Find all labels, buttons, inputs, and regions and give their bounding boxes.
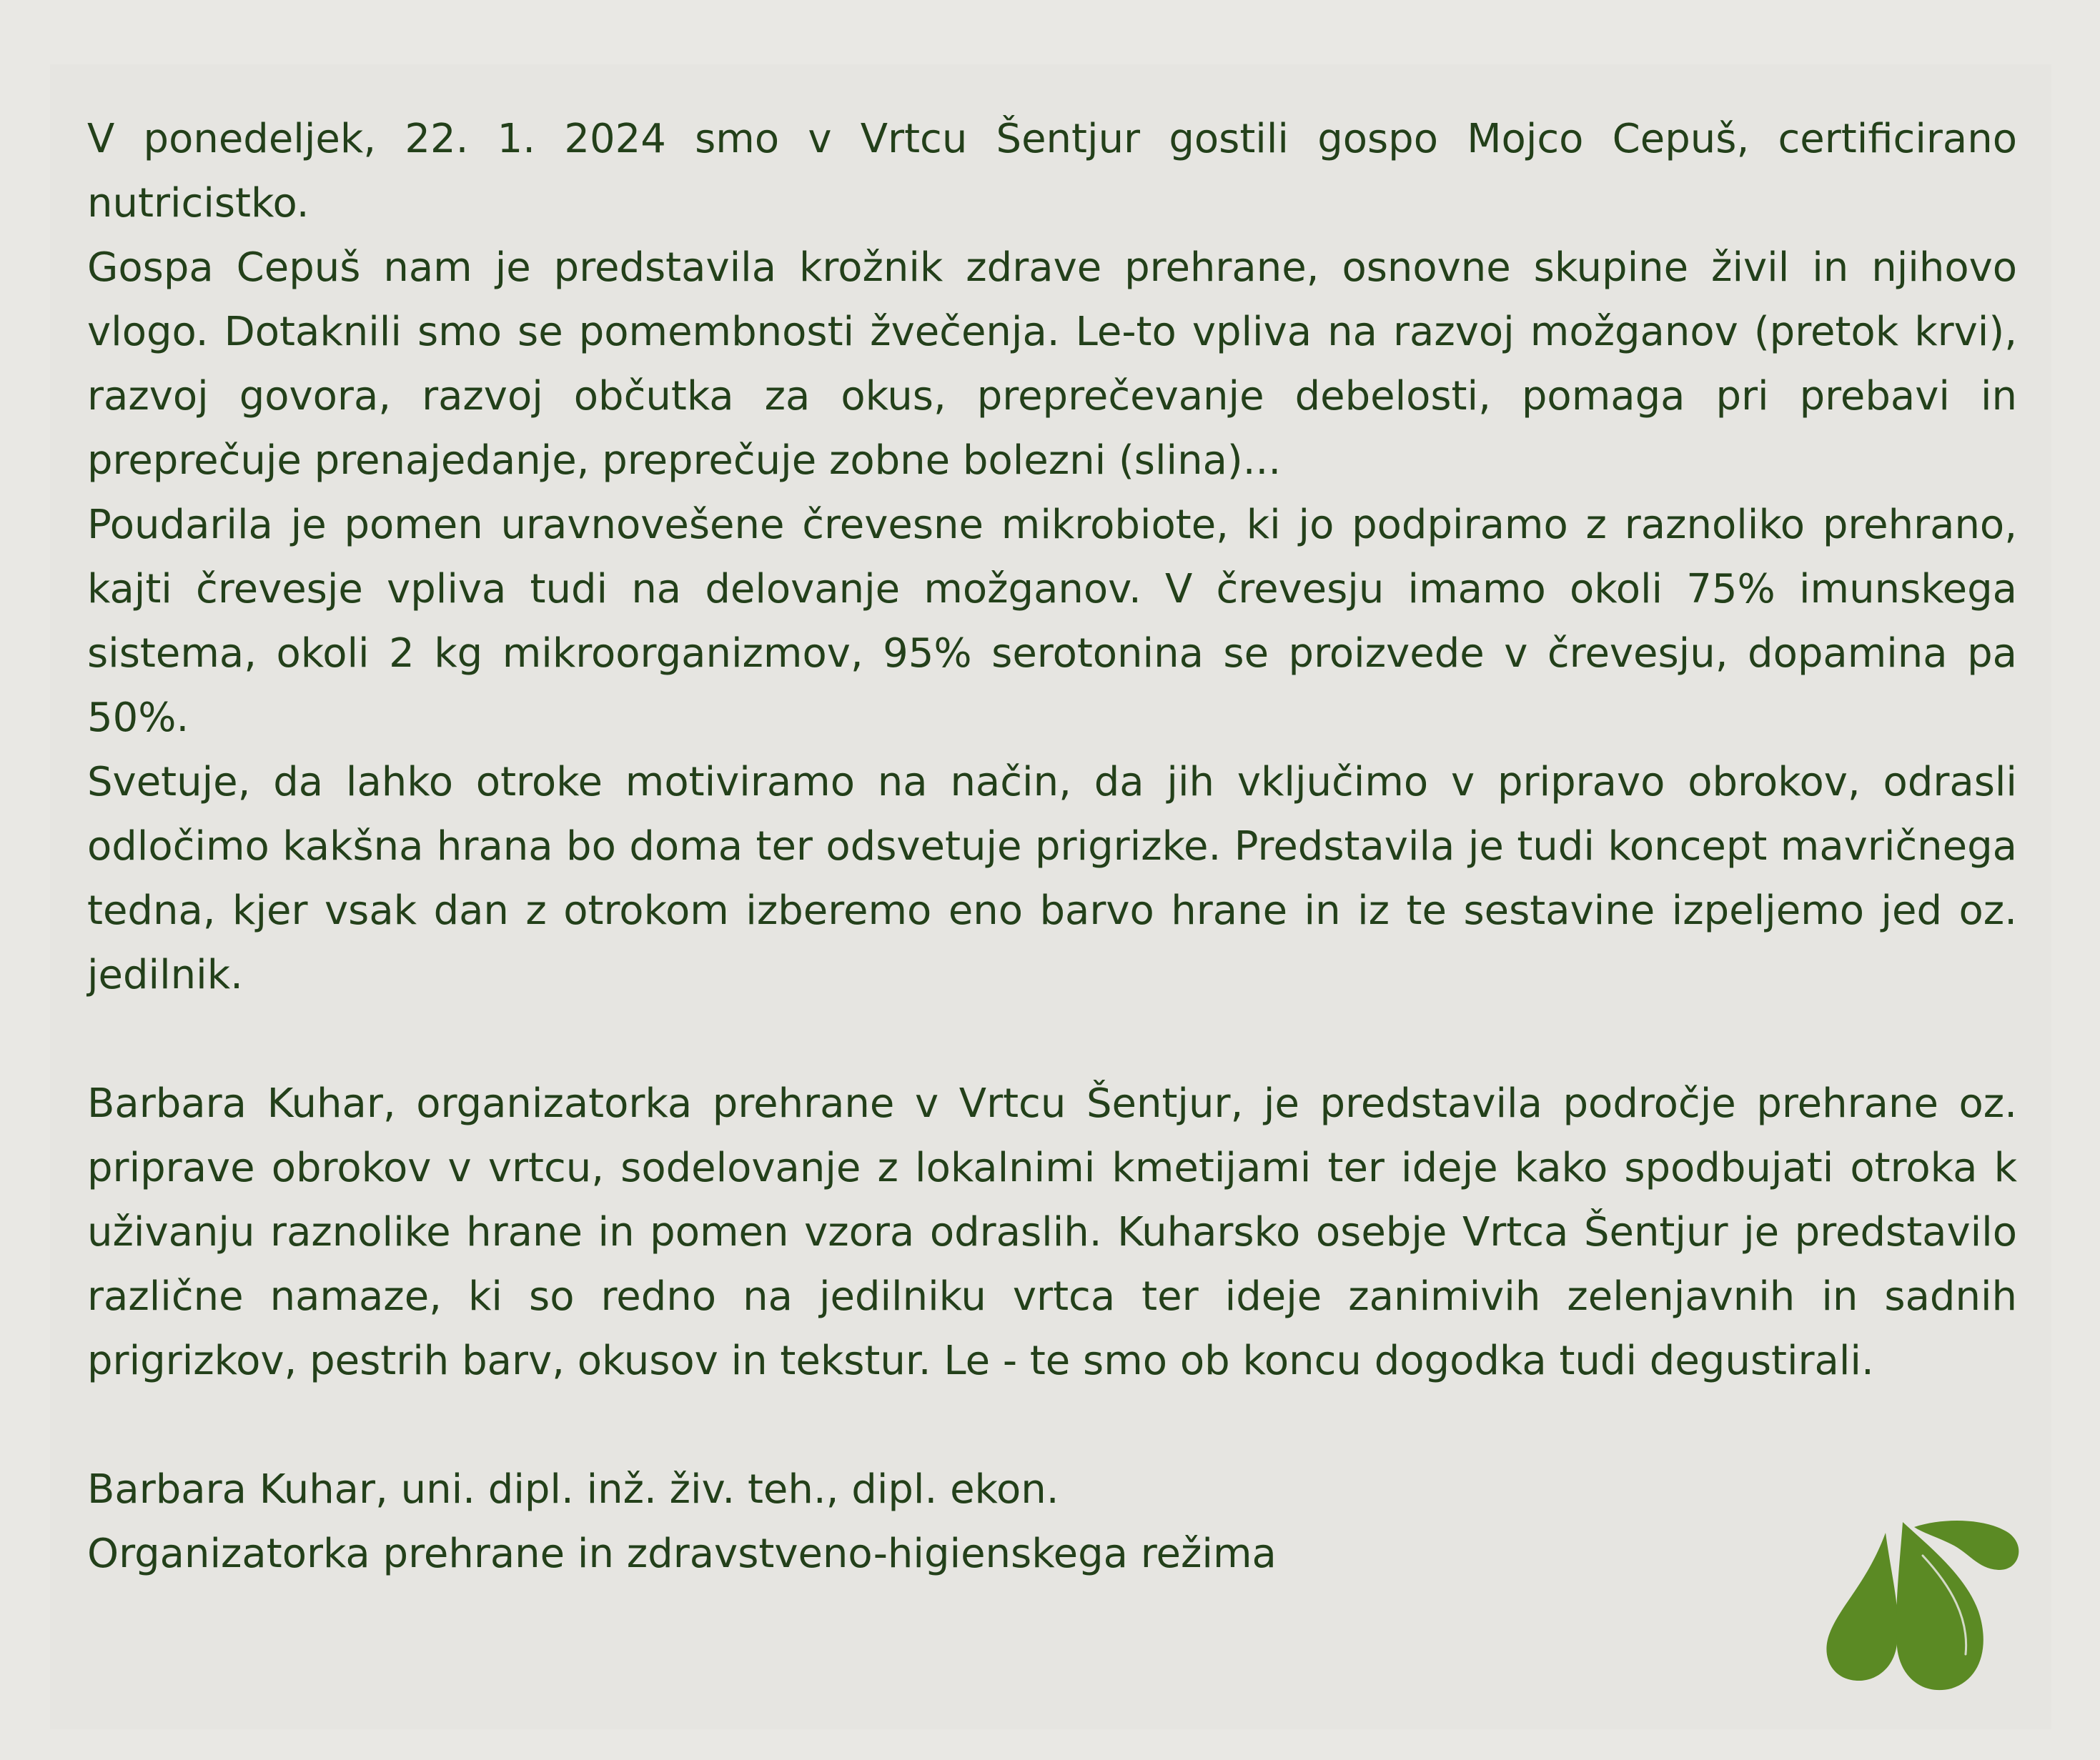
signature-role: Organizatorka prehrane in zdravstveno-higienskega režima bbox=[87, 1531, 1277, 1577]
leaf-drops-icon bbox=[1823, 1518, 2023, 1697]
article-paragraph: Poudarila je pomen uravnovešene črevesne mikrobiote, ki jo podpiramo z raznoliko prehrano, kajti črevesje vpliva tudi na delovanje možganov. V črevesju imamo okoli 75% imunskega sistema, okoli 2 kg mikroorganizmov, 95% serotonina se proizvede v črevesju, dopamina pa 50%. bbox=[87, 502, 2017, 741]
paragraph-spacer bbox=[87, 1008, 2017, 1072]
signature-name: Barbara Kuhar, uni. dipl. inž. živ. teh., dipl. ekon. bbox=[87, 1466, 1059, 1513]
small-drop-shape bbox=[1826, 1533, 1898, 1681]
article-paragraph: Svetuje, da lahko otroke motiviramo na način, da jih vključimo v pripravo obrokov, odrasli odločimo kakšna hrana bo doma ter odsvetuje prigrizke. Predstavila je tudi koncept mavričnega tedna, kjer vsak dan z otrokom izberemo eno barvo hrane in iz te sestavine izpeljemo jed oz. jedilnik. bbox=[87, 759, 2017, 998]
article-body bbox=[87, 107, 2017, 1586]
article-paragraph: Gospa Cepuš nam je predstavila krožnik zdrave prehrane, osnovne skupine živil in njihovo vlogo. Dotaknili smo se pomembnosti žvečenja. Le-to vpliva na razvoj možganov (pretok krvi), razvoj govora, razvoj občutka za okus, preprečevanje debelosti, pomaga pri prebavi in preprečuje prenajedanje, preprečuje zobne bolezni (slina)... bbox=[87, 244, 2017, 484]
article-paragraph: V ponedeljek, 22. 1. 2024 smo v Vrtcu Šentjur gostili gospo Mojco Cepuš, certificirano nutricistko. bbox=[87, 116, 2017, 227]
article-paragraph: Barbara Kuhar, organizatorka prehrane v Vrtcu Šentjur, je predstavila področje prehrane oz. priprave obrokov v vrtcu, sodelovanje z lokalnimi kmetijami ter ideje kako spodbujati otroka k uživanju raznolike hrane in pomen vzora odraslih. Kuharsko osebje Vrtca Šentjur je predstavilo različne namaze, ki so redno na jedilniku vrtca ter ideje zanimivih zelenjavnih in sadnih prigrizkov, pestrih barv, okusov in tekstur. Le - te smo ob koncu dogodka tudi degustirali. bbox=[87, 1080, 2017, 1384]
paragraph-spacer bbox=[87, 1393, 2017, 1458]
